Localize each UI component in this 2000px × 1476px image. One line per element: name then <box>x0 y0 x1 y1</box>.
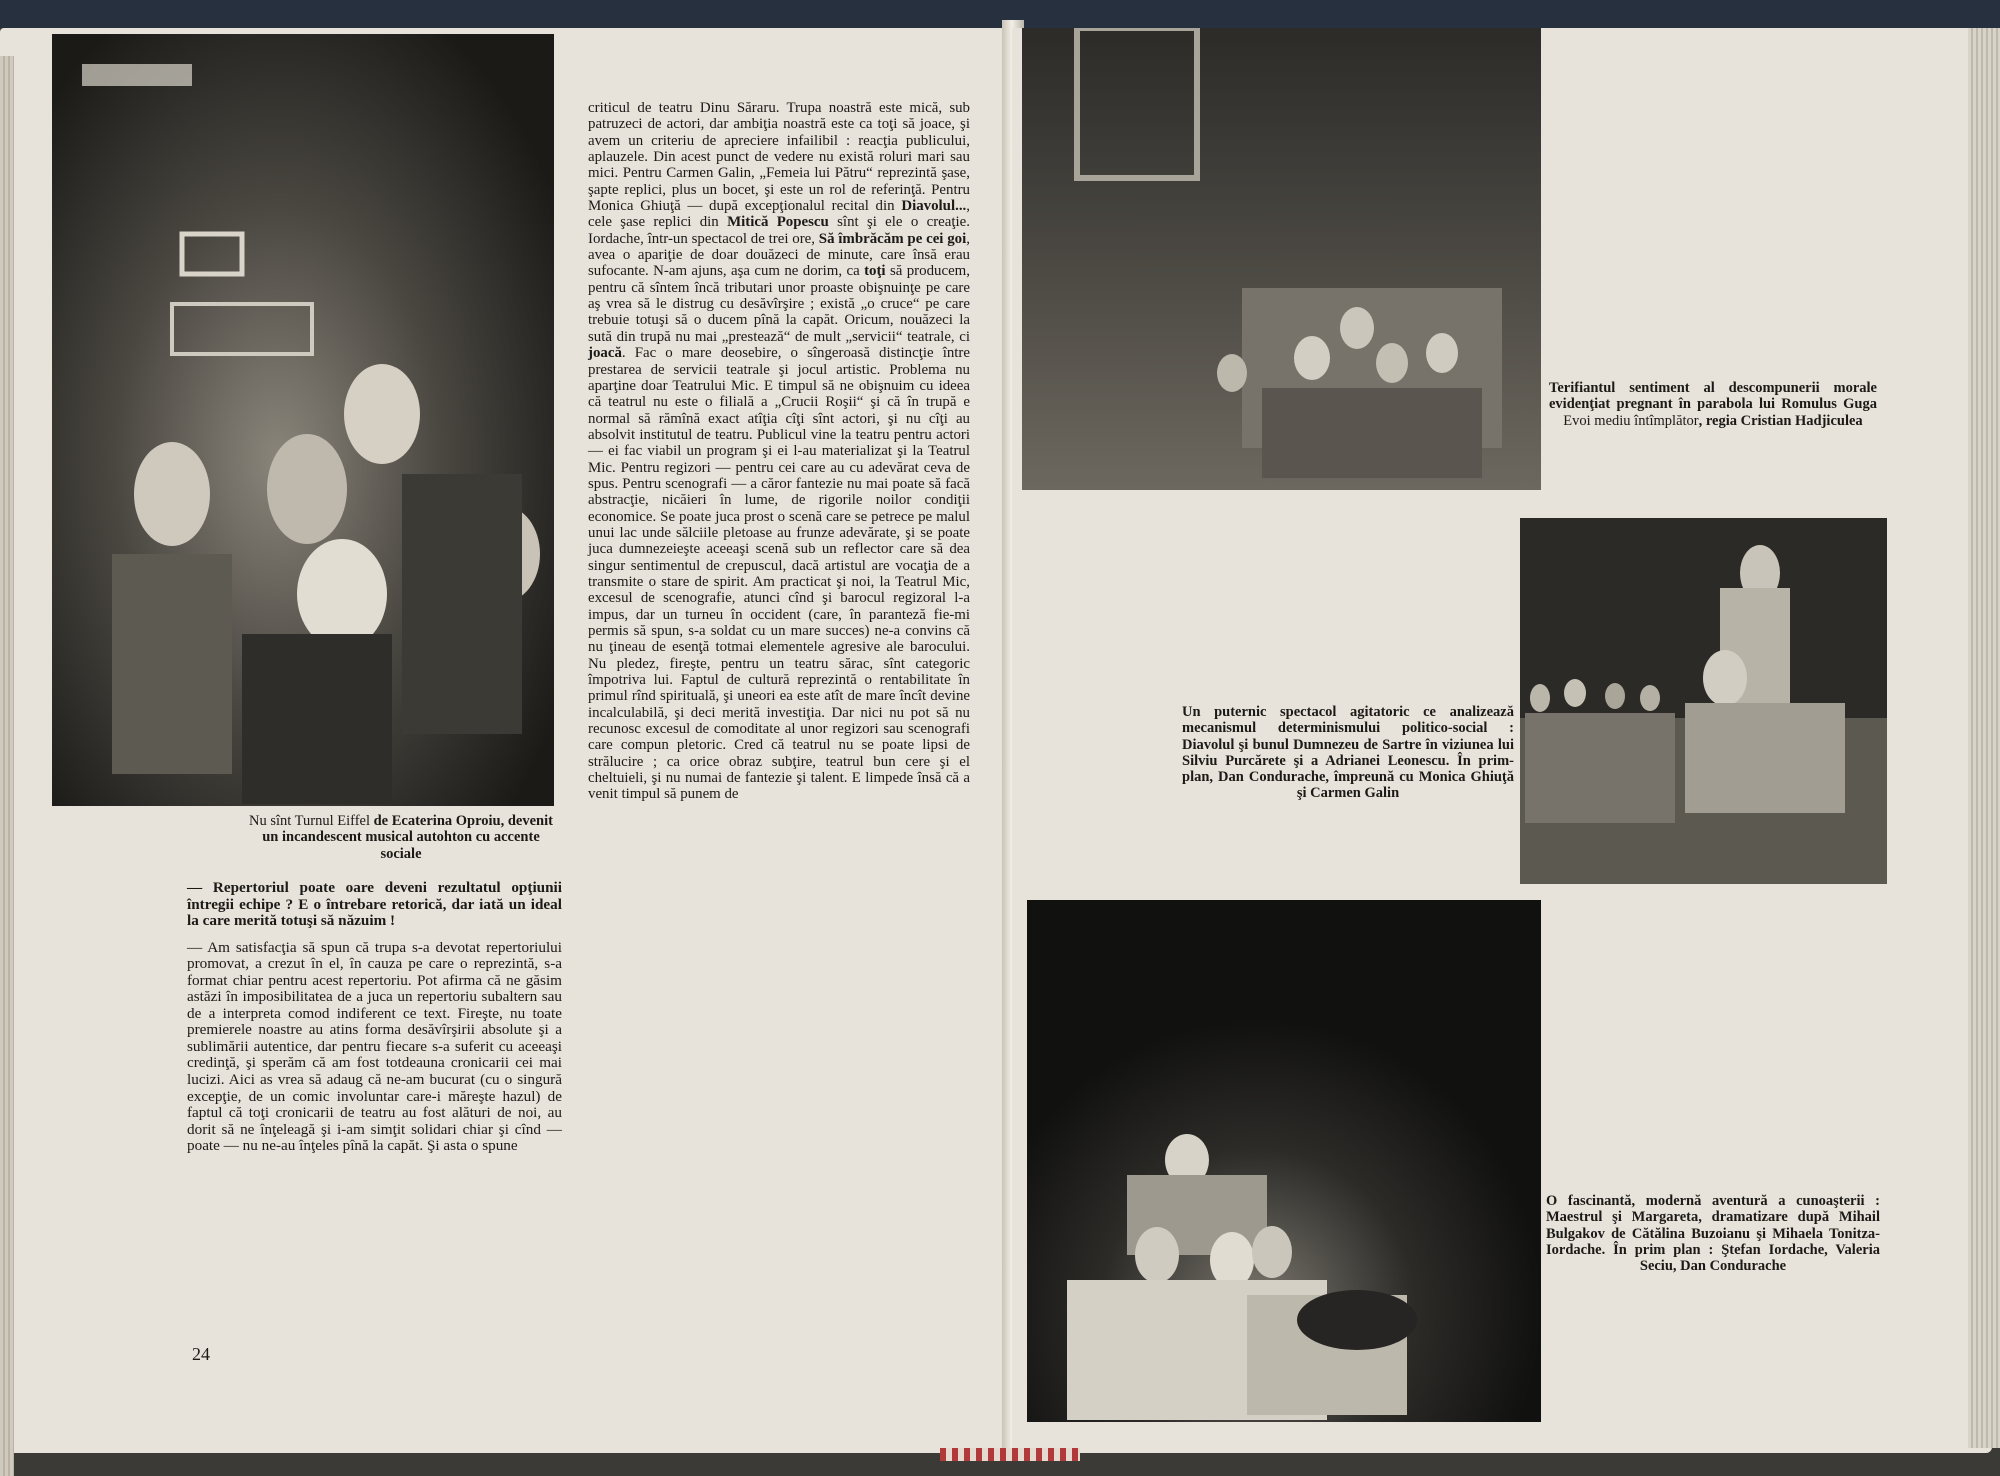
page-number: 24 <box>192 1344 210 1364</box>
photo-caption-musical <box>240 813 562 862</box>
text-column-1 <box>187 880 562 1155</box>
page-edge <box>0 56 14 1476</box>
page-edge-stack <box>1968 28 2000 1448</box>
interview-question: — Repertoriul poate oare deveni rezultatul opţiunii întregii echipe ? E o întrebare retorică, dar iată un ideal la care merită totuşi să năzuim ! <box>187 879 562 930</box>
column-2-text: criticul de teatru Dinu Săraru. Trupa noastră este mică, sub patruzeci de actori, dar ambiţia noastră este ca toţi să joace, şi avem un criteriu de apreciere infailibil : reacţia publicului, aplauzele. Din acest punct de vedere nu există roluri mari sau mici. Pentru Carmen Galin, „Femeia lui Pătru“ reprezintă şase, şapte replici, plus un bocet, şi este un rol de referinţă. Pentru Monica Ghiuţă — după excepţionalul recital din Diavolul..., cele şase replici din Mitică Popescu sînt şi ele o creaţie. Iordache, într-un spectacol de trei ore, Să îmbrăcăm pe cei goi, avea o apariţie de doar douăzeci de minute, care însă erau sufocante. N-am ajuns, aşa cum ne dorim, ca toţi să producem, pentru că sîntem încă tributari unor proaste obişnuinţe pe care aş vrea să le distrug cu desăvîrşire ; există „o cruce“ pe care trebuie totuşi să o ducem pînă la capăt. Oricum, nouăzeci la sută din trupă nu mai „prestează“ de mult „servicii“ teatrale, ci joacă. Fac o mare deosebire, o sîngeroasă distincţie între prestarea de servicii teatrale şi jocul artistic. Problema nu aparţine doar Teatrului Mic. E timpul să ne obişnuim cu ideea că teatrul nu este o filială a „Crucii Roşii“ şi că în trupă e normal să rămînă exact atîţia cîţi sînt actori, şi nu cîţi au absolvit institutul de teatru. Publicul vine la teatru pentru actori — ei fac viabil un program şi ei l-au materializat şi la Teatrul Mic. Pentru regizori — pentru cei care au cu adevărat ceva de spus. Pentru scenografi — a căror fantezie nu mai poate să facă abstracţie, nicăieri în lume, de rigorile noilor condiţii economice. Se poate juca prost o scenă care se petrece pe malul unui lac unde sălciile pletoase au frunze adevărate, şi se poate juca dumnezeieşte aceeaşi scenă sub un reflector care să dea singur sentimentul de crepuscul, dacă artistul are vocaţia de a transmite o stare de spirit. Am practicat şi noi, la Teatrul Mic, excesul de scenografie, atunci cînd şi barocul regizoral l-a impus, dar un turneu în occident (care, în paranteză fie-mi permis să spun, s-a soldat cu un mare succes) ne-a convins că nu ţineau de esenţă totmai elementele agresive ale barocului. Nu pledez, fireşte, pentru un teatru sărac, sînt categoric împotriva lui. Faptul de cultură reprezintă o rentabilitate în primul rînd spirituală, şi uneori ea este atît de mare încît devine incalculabilă, şi deci merită investiţia. Dar nici nu pot să nu recunosc excesul de comoditate al unor regizori sau scenografi care compun pletoric. Cred că teatrul nu se poate lipsi de strălucire ; ca orice obraz subţire, teatrul bun cere şi el cheltuieli, şi nu numai de fantezie şi talent. E limpede însă că a venit timpul să punem de <box>588 100 970 803</box>
text-column-2 <box>588 100 970 803</box>
caption-lead: Nu sînt Turnul Eiffel <box>249 813 374 829</box>
photo-caption-1: Terifiantul sentiment al descompunerii morale evidenţiat pregnant în parabola lui Romulus Guga Evoi mediu întîmplător, regia Cristian Hadjiculea <box>1549 380 1877 429</box>
photo-stage-scene-3 <box>1027 900 1541 1422</box>
photo-caption-2: Un puternic spectacol agitatoric ce analizează mecanismul determinismului politico-social : Diavolul şi bunul Dumnezeu de Sartre în viziunea lui Silviu Purcărete şi a Adrianei Leonescu. În prim-plan, Dan Condurache, împreună cu Monica Ghiuţă şi Carmen Galin <box>1182 704 1514 802</box>
bookmark-ribbon <box>940 1448 1080 1461</box>
photo-stage-scene-2 <box>1520 518 1887 884</box>
book-cover-edge <box>0 0 2000 28</box>
photo-stage-scene-1 <box>1022 28 1541 490</box>
left-page <box>0 28 1010 1453</box>
interview-answer: — Am satisfacţia să spun că trupa s-a devotat repertoriului promovat, a crezut în el, în cauza pe care o reprezintă, s-a format chiar pentru acest repertoriu. Pot afirma că ne găsim astăzi în imposibilitatea de a juca un repertoriu subaltern sau de a interpreta comod indiferent ce text. Fireşte, nu toate premierele noastre au atins forma desăvîrşirii absolute şi a sublimării autentice, dar pentru fiecare s-a suferit cu aceeaşi credinţă, şi sperăm că am fost totdeauna cronicarii cei mai lucizi. Aici as vrea să adaug că ne-am bucurat (cu o singură excepţie, de un comic involuntar care-i măreşte hazul) de faptul că toţi cronicarii de teatru au fost alături de noi, au dorit să ne înţeleagă şi i-am simţit solidari chiar şi cînd — poate — nu ne-au înţeles pînă la capăt. Şi asta o spune <box>187 938 562 1155</box>
photo-caption-3: O fascinantă, modernă aventură a cunoaşterii : Maestrul şi Margareta, dramatizare după Mihail Bulgakov de Cătălina Buzoianu şi Mihaela Tonitza-Iordache. În prim plan : Ştefan Iordache, Valeria Seciu, Dan Condurache <box>1546 1193 1880 1275</box>
caption-rest: de Ecaterina Oproiu, devenit un incandescent musical autohton cu accente sociale <box>262 813 553 862</box>
photo-musical-scene <box>52 34 554 806</box>
right-page <box>1012 28 1992 1453</box>
